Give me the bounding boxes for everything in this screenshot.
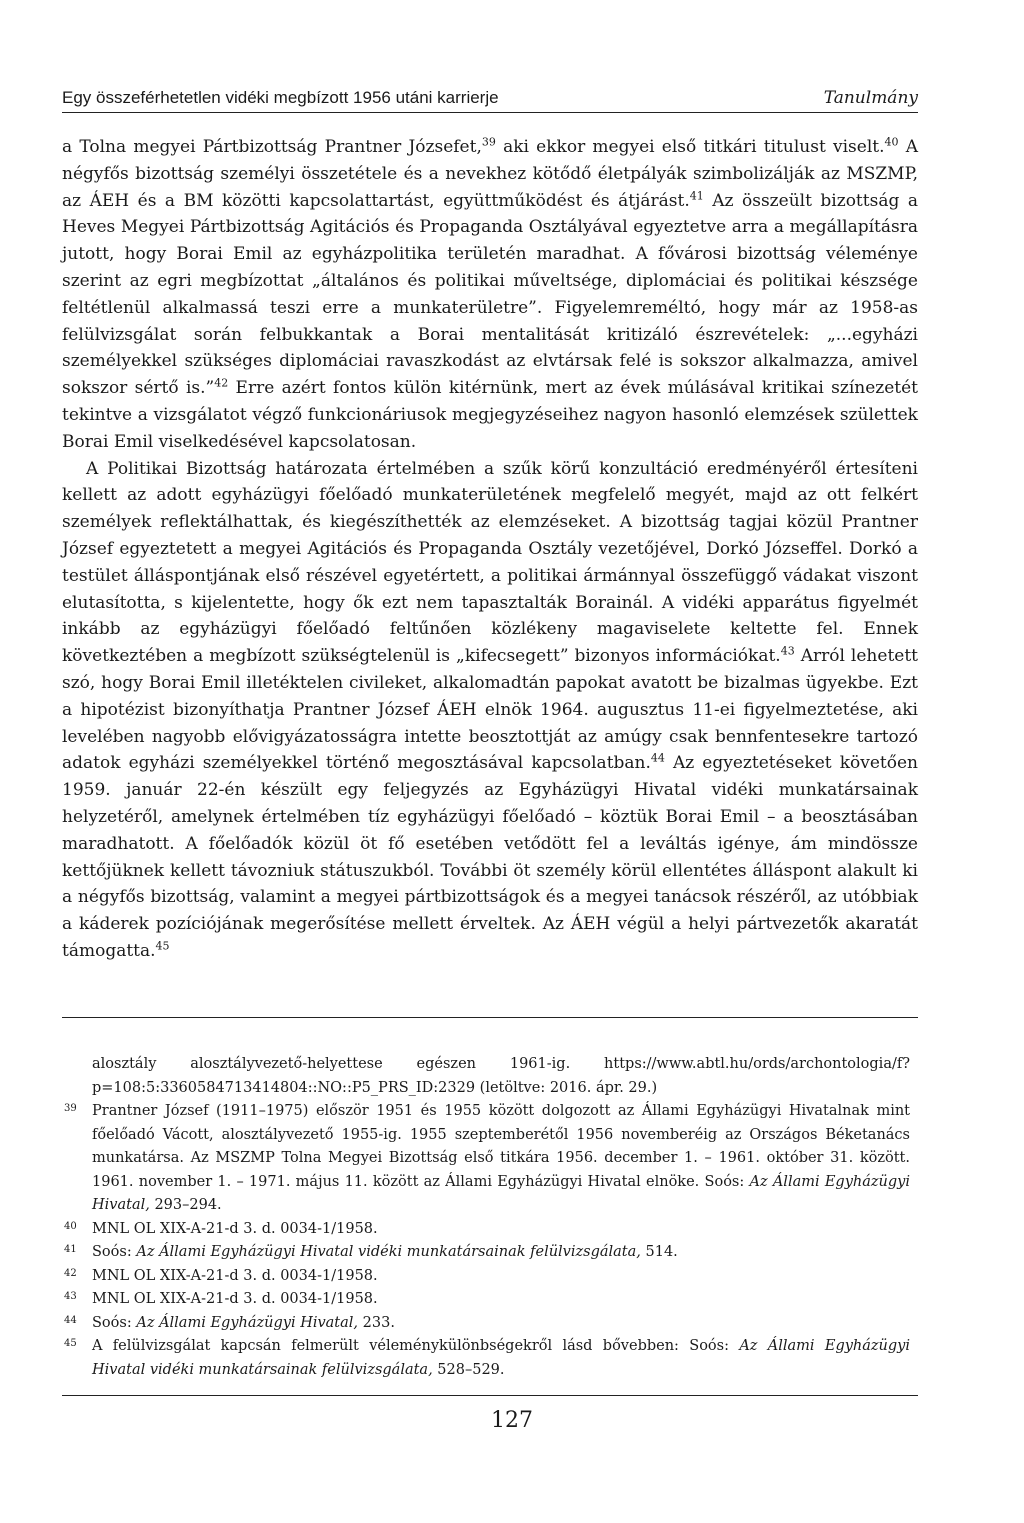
text-run: 514.	[640, 1244, 678, 1260]
bottom-rule	[62, 1395, 918, 1396]
footnote-ref: 42	[214, 376, 229, 390]
text-run: 528–529.	[432, 1361, 505, 1378]
footnote	[92, 1053, 910, 1100]
text-run: 233.	[358, 1314, 395, 1331]
footnote-number: 42	[64, 1267, 77, 1279]
text-run: A négyfős bizottság személyi összetétele és a nevekhez kötődő életpályák szimbolizálják az MSZMP, az ÁEH és a BM közötti kapcsolattartást, együttműködést és átjárást.	[62, 137, 918, 211]
footnote-ref: 39	[481, 135, 496, 149]
footnote-ref: 45	[155, 939, 170, 953]
text-run: A Politikai Bizottság határozata értelmében a szűk körű konzultáció eredményéről értesíteni kellett az adott egyházügyi főelőadó munkaterületének megfelelő megyét, majd az ott felkért személyek reflektálhattak, és kiegészíthették az elemzéseket. A bizottság tagjai közül Prantner József egyeztetett a megyei Agitációs és Propaganda Osztály vezetőjével, Dorkó Józseffel. Dorkó a testület álláspontjának első részével egyetértett, a politikai ármánnyal összefüggő vádakat viszont elutasította, s kijelentette, hogy ők ezt nem tapasztalták Borainál. A vidéki apparátus figyelmét inkább az egyházügyi főelőadó feltűnően közlékeny magaviselete keltette fel. Ennek következtében a megbízott szükségtelenül is „kifecsegett” bizonyos információkat.	[62, 458, 918, 667]
footnote-ref: 40	[884, 135, 899, 149]
footnote-separator	[62, 1017, 918, 1018]
footnote-ref: 43	[780, 644, 795, 658]
text-run: MNL OL XIX-A-21-d 3. d. 0034-1/1958.	[92, 1220, 378, 1237]
text-run: aki ekkor megyei első titkári titulust viselt.	[495, 137, 885, 157]
text-run: A felülvizsgálat kapcsán felmerült véleménykülönbségekről lásd bővebben: Soós:	[92, 1338, 740, 1354]
italic-title: Az Állami Egyházügyi Hivatal vidéki munkatársainak felülvizsgálata,	[136, 1244, 641, 1260]
text-run: alosztály alosztályvezető-helyettese egészen 1961-ig. https://www.abtl.hu/ords/archontologia/f?p=108:5:3360584713414804::NO::P5_PRS_ID:2329 (letöltve: 2016. ápr. 29.)	[92, 1056, 910, 1096]
body-text	[62, 134, 918, 965]
text-run: Az összeült bizottság a Heves Megyei Pártbizottság Agitációs és Propaganda Osztályával egyeztetve arra a megállapításra jutott, hogy Borai Emil az egyházpolitika területén maradhat. A fővárosi bizottság véleménye szerint az egri megbízottat „általános és politikai műveltsége, diplomáciai és politikai készsége feltétlenül alkalmassá teszi erre a munkaterületre”. Figyelemreméltó, hogy már az 1958-as felülvizsgálat során felbukkantak a Borai mentalitását kritizáló észrevételek: „...egyházi személyekkel szükséges diplomáciai ravaszkodást az elvtársak felé is sokszor alkalmazza, amivel sokszor sértő is.”	[62, 190, 918, 399]
footnote	[64, 1218, 910, 1242]
text-run: Prantner József (1911–1975) először 1951 és 1955 között dolgozott az Állami Egyházügyi Hivatalnak mint főelőadó Vácott, alosztályvezető 1955-ig. 1955 szeptemberétől 1956 novemberéig az Országos Béketanács munkatársa. Az MSZMP Tolna Megyei Bizottság első titkára 1956. december 1. – 1961. október 31. között. 1961. november 1. – 1971. május 11. között az Állami Egyházügyi Hivatal elnöke. Soós:	[92, 1103, 910, 1190]
text-run: Soós:	[92, 1244, 137, 1260]
body-paragraph	[62, 134, 918, 456]
footnote	[64, 1265, 910, 1289]
footnote-number: 45	[64, 1338, 77, 1349]
text-run: Soós:	[92, 1314, 137, 1331]
text-run: a Tolna megyei Pártbizottság Prantner Józsefet,	[62, 137, 482, 157]
footnote	[64, 1312, 910, 1336]
page-number: 127	[491, 1408, 533, 1433]
footnote	[64, 1288, 910, 1312]
text-run: MNL OL XIX-A-21-d 3. d. 0034-1/1958.	[92, 1267, 378, 1284]
footnotes	[64, 1053, 910, 1382]
section-label: Tanulmány	[823, 88, 918, 108]
footnote-number: 44	[64, 1314, 77, 1326]
italic-title: Az Állami Egyházügyi Hivatal vidéki munkatársainak felülvizsgálata,	[92, 1338, 910, 1378]
text-run: MNL OL XIX-A-21-d 3. d. 0034-1/1958.	[92, 1291, 378, 1307]
footnote	[64, 1100, 910, 1218]
text-run: 293–294.	[149, 1197, 222, 1213]
text-run: Az egyeztetéseket követően 1959. január 22-én készült egy feljegyzés az Egyházügyi Hivatal vidéki munkatársainak helyzetéről, amelynek értelmében tíz egyházügyi főelőadó – köztük Borai Emil – a beosztásában maradhatott. A főelőadók közül öt fő esetében vetődött fel a leváltás igénye, ám mindössze kettőjüknek kellett távozniuk státuszukból. További öt személy körül ellentétes álláspont alakult ki a négyfős bizottság, valamint a megyei pártbizottságok és a megyei tanácsok részéről, az utóbbiak a káderek pozíciójának megerősítése mellett érveltek. Az ÁEH végül a helyi pártvezetők akaratát támogatta.	[62, 753, 918, 961]
footnote-number: 40	[64, 1220, 77, 1232]
running-header	[62, 88, 918, 113]
running-title: Egy összeférhetetlen vidéki megbízott 1956 utáni karrierje	[62, 88, 499, 107]
italic-title: Az Állami Egyházügyi Hivatal,	[92, 1173, 910, 1213]
footnote-number: 41	[64, 1244, 77, 1255]
footnote	[64, 1335, 910, 1382]
footnote-ref: 44	[650, 751, 665, 765]
italic-title: Az Állami Egyházügyi Hivatal,	[136, 1314, 359, 1331]
body-paragraph	[62, 456, 918, 965]
footnote	[64, 1241, 910, 1265]
footnote-ref: 41	[689, 188, 704, 202]
text-run: Arról lehetett szó, hogy Borai Emil illetéktelen civileket, alkalomadtán papokat avatott be bizalmas ügyekbe. Ezt a hipotézist bizonyíthatja Prantner József ÁEH elnök 1964. augusztus 11-ei figyelmeztetése, aki levelében nagyobb elővigyázatosságra intette beosztottját az amúgy csak bennfentesekre tartozó adatok egyházi személyekkel történő megosztásával kapcsolatban.	[62, 646, 918, 774]
text-run: Erre azért fontos külön kitérnünk, mert az évek múlásával kritikai színezetét tekintve a vizsgálatot végző funkcionáriusok megjegyzéseihez nagyon hasonló elemzések születtek Borai Emil viselkedésével kapcsolatosan.	[62, 378, 919, 452]
footnote-number: 39	[64, 1103, 77, 1114]
footnote-number: 43	[64, 1291, 77, 1302]
